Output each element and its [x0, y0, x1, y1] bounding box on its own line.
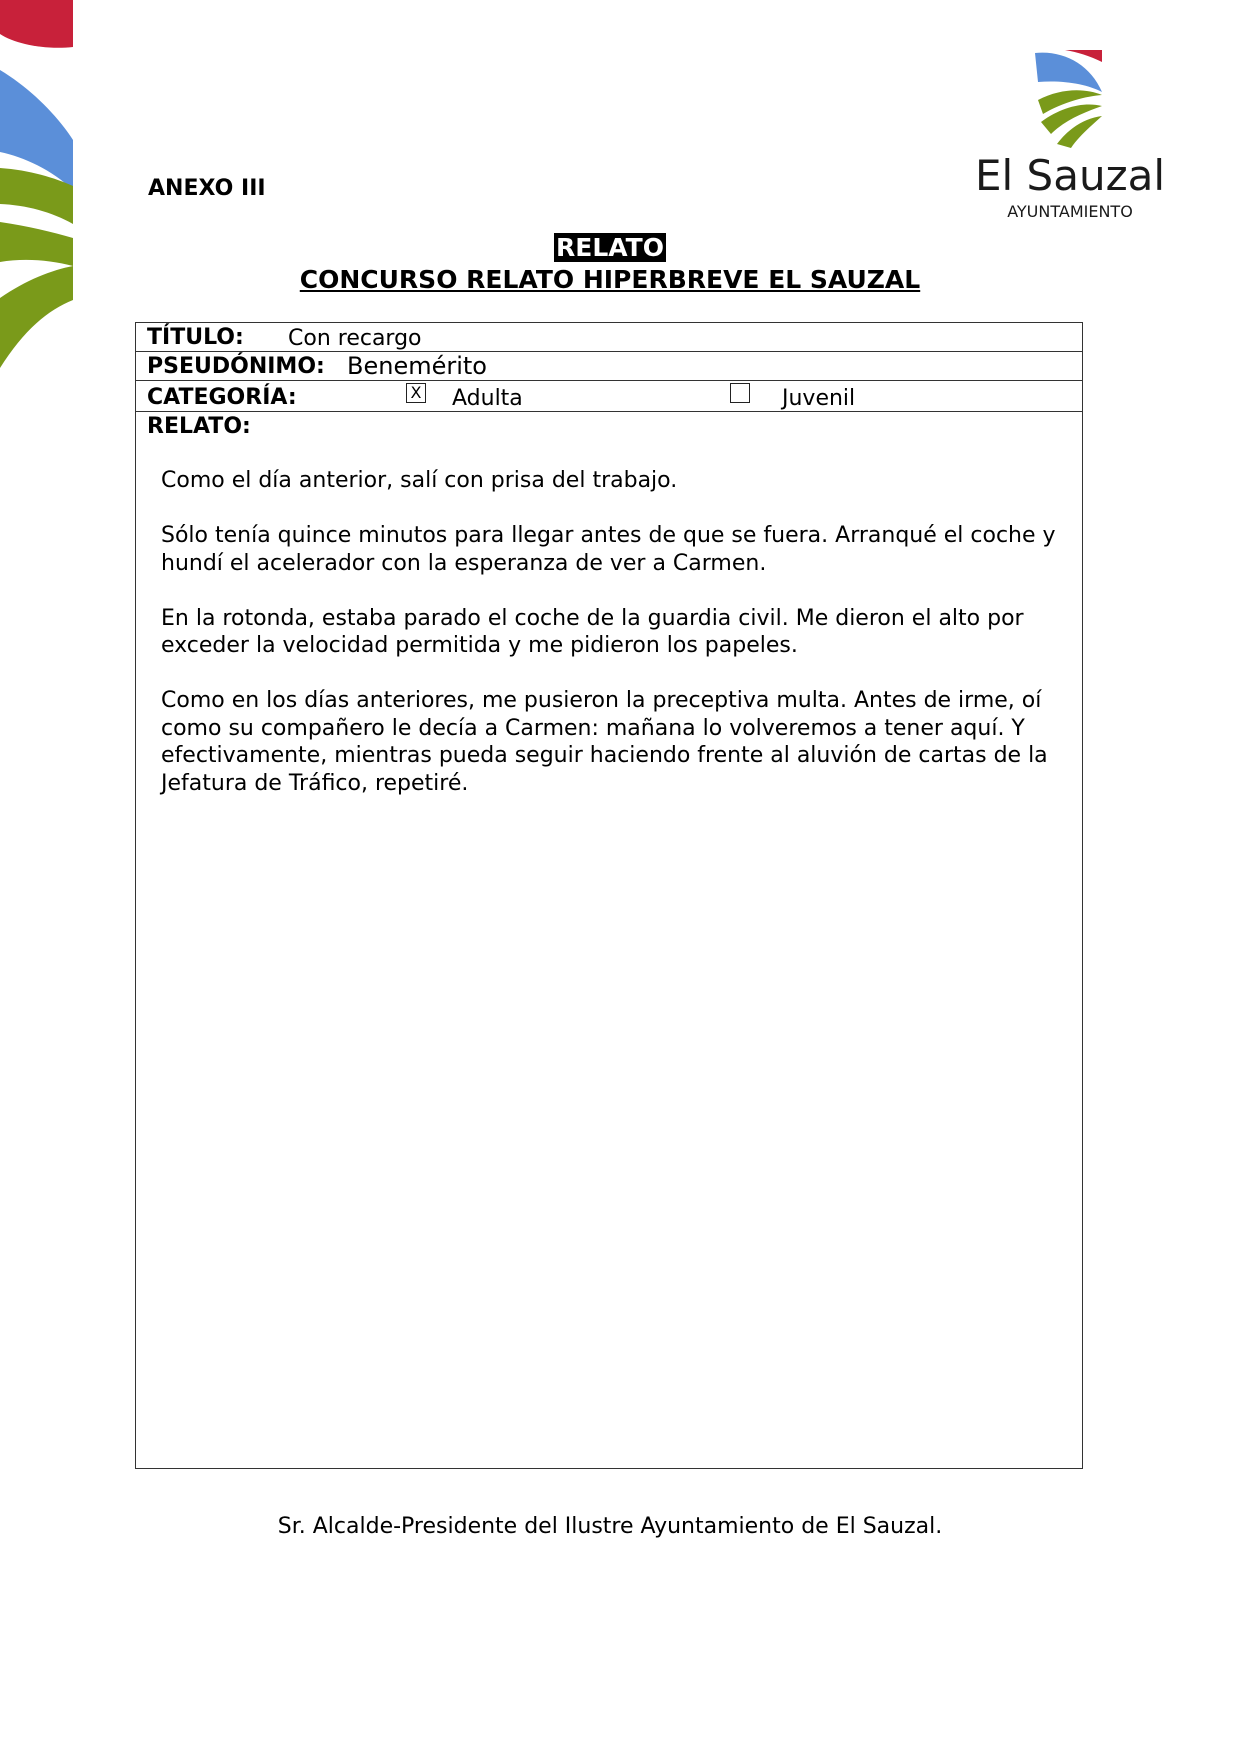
story-paragraph: En la rotonda, estaba parado el coche de la guardia civil. Me dieron el alto por exceder la velocidad permitida y me pidieron los papeles.	[161, 605, 1024, 658]
pseudonym-value: Benemérito	[347, 352, 487, 380]
story-paragraph: Sólo tenía quince minutos para llegar antes de que se fuera. Arranqué el coche y hundí el acelerador con la esperanza de ver a Carmen.	[161, 523, 1056, 576]
heading-title: CONCURSO RELATO HIPERBREVE EL SAUZAL	[299, 265, 921, 294]
story-text	[161, 467, 1061, 825]
green-arc-2	[0, 222, 73, 266]
logo-subtitle: AYUNTAMIENTO	[1007, 202, 1133, 221]
green-arc-3	[0, 266, 73, 368]
el-sauzal-logo	[975, 50, 1165, 225]
red-arc	[0, 0, 73, 48]
addressee-line: Sr. Alcalde-Presidente del Ilustre Ayuntamiento de El Sauzal.	[277, 1514, 943, 1539]
heading	[135, 233, 1085, 295]
category-adulta-label: Adulta	[452, 386, 523, 411]
category-adulta-checkbox: X	[406, 383, 426, 403]
pseudonym-label: PSEUDÓNIMO:	[147, 354, 325, 379]
story-paragraph: Como el día anterior, salí con prisa del trabajo.	[161, 468, 678, 493]
category-juvenil-label: Juvenil	[782, 386, 856, 411]
category-juvenil-checkbox	[730, 383, 750, 403]
title-row	[136, 323, 1082, 352]
el-sauzal-emblem-icon	[1035, 50, 1105, 150]
pseudonym-row	[136, 352, 1082, 381]
category-label: CATEGORÍA:	[147, 385, 297, 410]
heading-tag: RELATO	[556, 233, 664, 262]
title-value: Con recargo	[288, 326, 422, 351]
category-row	[136, 381, 1082, 412]
story-label: RELATO:	[147, 414, 251, 439]
story-paragraph: Como en los días anteriores, me pusieron la preceptiva multa. Antes de irme, oí como su compañero le decía a Carmen: mañana lo volveremos a tener aquí. Y efectivamente, mientras pueda seguir haciendo frente al aluvión de cartas de la Jefatura de Tráfico, repetiré.	[161, 688, 1048, 796]
side-decoration	[0, 0, 80, 380]
entry-form	[135, 322, 1083, 1469]
logo-name: El Sauzal	[975, 151, 1166, 200]
title-label: TÍTULO:	[147, 325, 244, 350]
annex-label: ANEXO III	[148, 176, 266, 201]
